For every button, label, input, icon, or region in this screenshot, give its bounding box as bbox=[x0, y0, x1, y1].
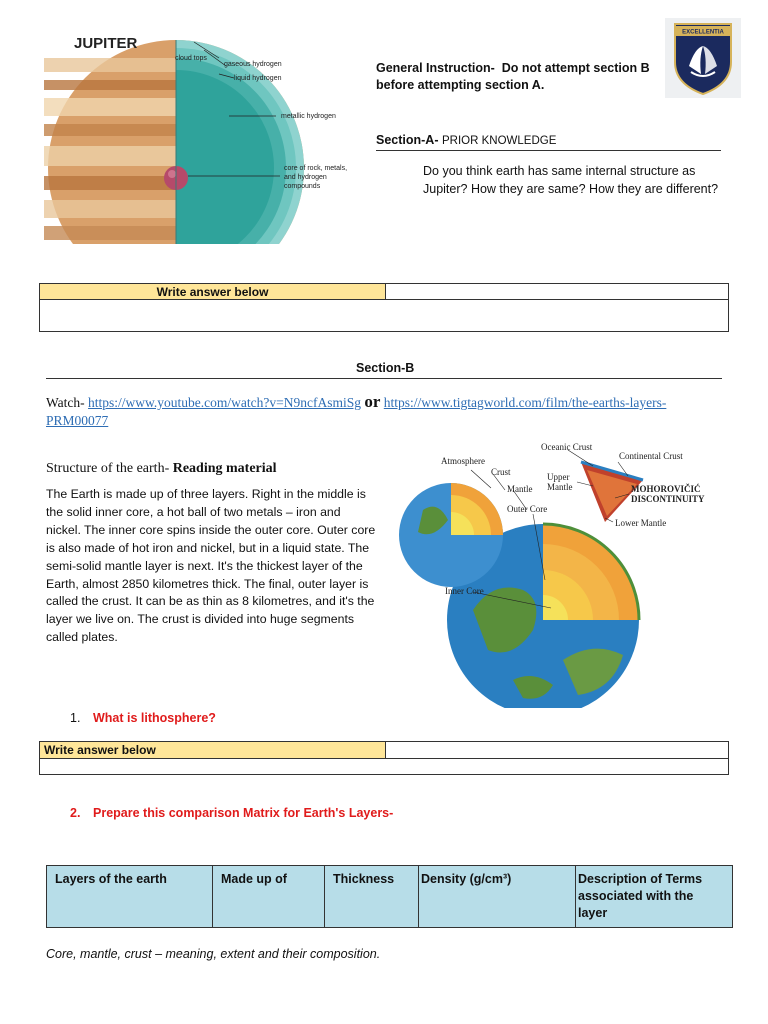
question-1-text: What is lithosphere? bbox=[93, 711, 216, 725]
or-text: or bbox=[364, 392, 381, 411]
jupiter-label-liquid-hydrogen: liquid hydrogen bbox=[234, 75, 282, 82]
question-2 bbox=[70, 806, 393, 820]
earth-label-mantle: Mantle bbox=[507, 484, 533, 494]
jupiter-label-core-line2: and hydrogen bbox=[284, 174, 327, 181]
earth-label-lower-mantle: Lower Mantle bbox=[615, 518, 667, 528]
crest-icon bbox=[665, 18, 741, 98]
earth-layers-diagram bbox=[393, 440, 733, 708]
school-logo bbox=[665, 18, 741, 98]
jupiter-label-metallic-hydrogen: metallic hydrogen bbox=[281, 113, 336, 120]
answer-box-1-field[interactable] bbox=[40, 300, 729, 332]
jupiter-label-core-line3: compounds bbox=[284, 183, 321, 190]
section-b-divider bbox=[46, 378, 722, 379]
earth-label-moho: MOHOROVIČIĆ bbox=[631, 484, 701, 494]
question-1 bbox=[70, 711, 216, 725]
answer-box-2 bbox=[39, 741, 729, 775]
jupiter-label-core-line1: core of rock, metals, bbox=[284, 165, 348, 172]
answer-box-1 bbox=[39, 283, 729, 332]
question-1-number: 1. bbox=[70, 711, 81, 725]
earth-label-inner-core: Inner Core bbox=[445, 586, 484, 596]
general-instruction bbox=[376, 60, 676, 94]
section-b-title: Section-B bbox=[356, 361, 415, 375]
prior-knowledge-question: Do you think earth has same internal structure as Jupiter? How they are same? How they are different? bbox=[423, 164, 719, 196]
general-instruction-label: General Instruction- bbox=[376, 61, 495, 75]
tigtag-link[interactable]: https://www.tigtagworld.com/film/the-earths-layers-PRM00077 bbox=[46, 395, 667, 428]
matrix-header-density: Density (g/cm³) bbox=[419, 866, 576, 928]
earth-label-mantle-word: Mantle bbox=[547, 482, 573, 492]
jupiter-diagram-graphic bbox=[44, 28, 366, 244]
watch-label: Watch- bbox=[46, 395, 85, 410]
earth-label-crust: Crust bbox=[491, 467, 511, 477]
general-instruction-text: Do not attempt section B before attempting section A. bbox=[376, 61, 650, 92]
question-2-text: Prepare this comparison Matrix for Earth's Layers- bbox=[93, 806, 394, 820]
answer-box-2-field[interactable] bbox=[40, 759, 729, 775]
reading-title-bold: Reading material bbox=[172, 461, 277, 476]
footnote: Core, mantle, crust – meaning, extent and their composition. bbox=[46, 947, 381, 961]
reading-title-text: Structure of the earth- bbox=[46, 461, 170, 476]
watch-links bbox=[46, 393, 726, 430]
section-a-heading bbox=[376, 133, 556, 147]
matrix-header-row bbox=[47, 866, 733, 928]
earth-label-discontinuity: DISCONTINUITY bbox=[631, 494, 705, 504]
earth-label-upper: Upper bbox=[547, 472, 570, 482]
earth-label-atmosphere: Atmosphere bbox=[441, 456, 485, 466]
section-a-divider bbox=[376, 150, 721, 151]
answer-box-1-label: Write answer below bbox=[40, 284, 386, 300]
reading-body: The Earth is made up of three layers. Right in the middle is the solid inner core, a hot ball of two metals – iron and nickel. The inner core spins inside the outer core. Outer core is also made of hot iron and nickel, but in a liquid state. The semi-solid mantle layer is next. It's the thickest layer of the Earth, almost 2850 kilometres thick. The final, outer layer is called the crust. It can be as thin as 8 kilometres, and it's the layer we live on. The crust is divided into huge segments called plates. bbox=[46, 487, 376, 645]
matrix-header-thickness: Thickness bbox=[325, 866, 419, 928]
section-a-subtitle: PRIOR KNOWLEDGE bbox=[441, 135, 557, 147]
matrix-header-made-up-of: Made up of bbox=[213, 866, 325, 928]
earth-label-continental-crust: Continental Crust bbox=[619, 451, 683, 461]
jupiter-diagram bbox=[44, 28, 366, 244]
reading-title bbox=[46, 461, 277, 477]
jupiter-label-cloud-tops: cloud tops bbox=[175, 55, 207, 62]
logo-text: EXCELLENTIA bbox=[682, 29, 724, 36]
comparison-matrix bbox=[46, 865, 733, 928]
answer-box-1-header-blank bbox=[386, 284, 729, 300]
earth-layers-graphic bbox=[393, 440, 733, 708]
matrix-header-description: Description of Terms associated with the layer bbox=[576, 866, 733, 928]
earth-label-outer-core: Outer Core bbox=[507, 504, 548, 514]
matrix-header-layers: Layers of the earth bbox=[47, 866, 213, 928]
answer-box-2-header-blank bbox=[386, 742, 729, 759]
question-2-number: 2. bbox=[70, 806, 81, 820]
earth-label-oceanic-crust: Oceanic Crust bbox=[541, 442, 593, 452]
jupiter-title: JUPITER bbox=[74, 35, 138, 52]
section-a-title: Section-A- bbox=[376, 133, 439, 147]
youtube-link[interactable]: https://www.youtube.com/watch?v=N9ncfAsmiSg bbox=[88, 395, 361, 410]
jupiter-label-gaseous-hydrogen: gaseous hydrogen bbox=[224, 61, 282, 68]
answer-box-2-label: Write answer below bbox=[40, 742, 386, 759]
